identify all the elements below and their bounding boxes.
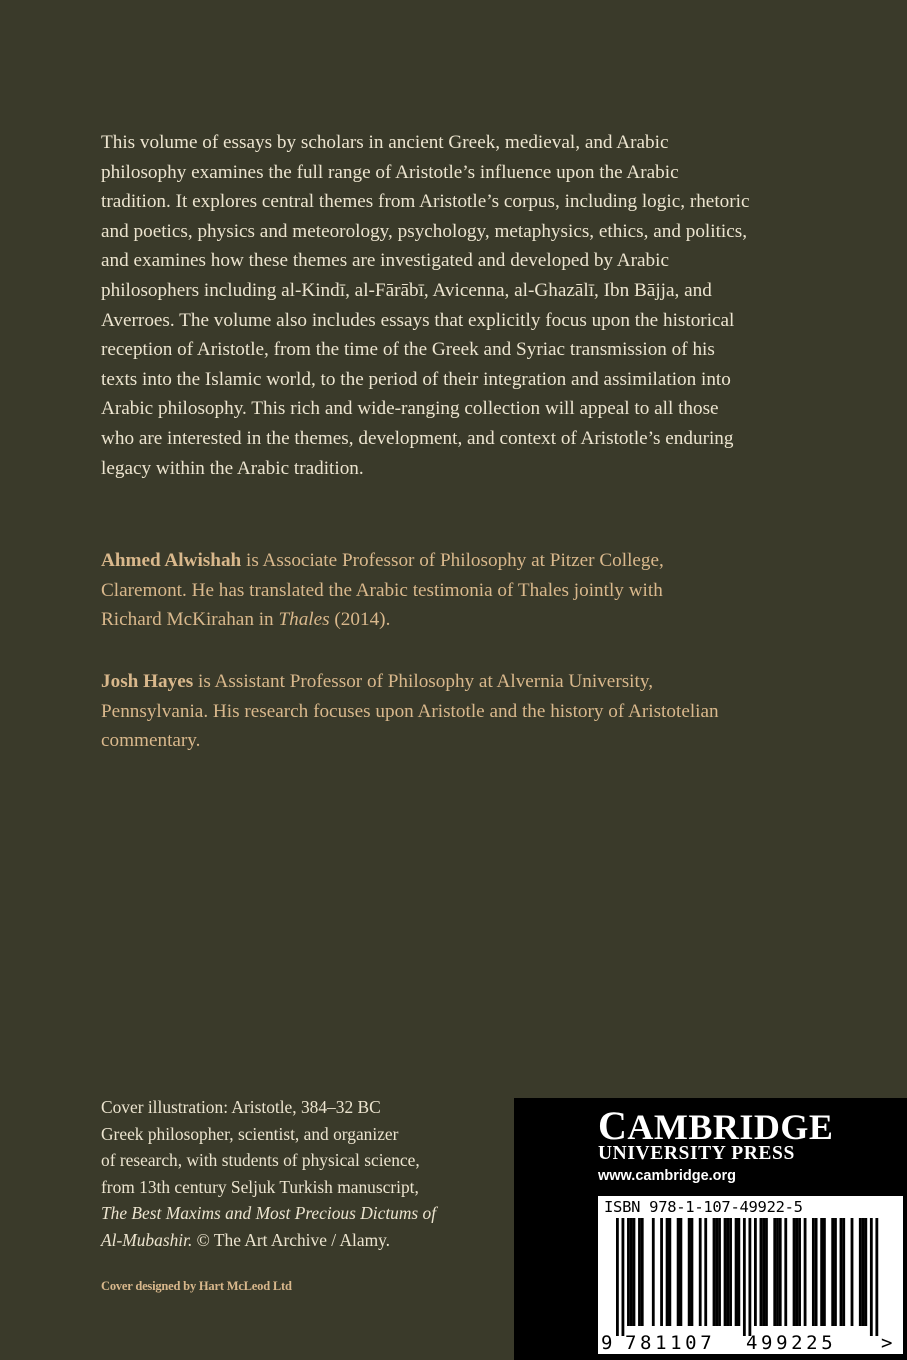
- author-bio-text: is Assistant Professor of Philosophy at Alvernia University, Pennsylvania. His research focuses upon Aristotle and the history of Aristotelian commentary.: [101, 671, 719, 752]
- barcode-bar: [729, 1218, 732, 1326]
- author-bio-hayes: [101, 667, 721, 756]
- publisher-subtitle: UNIVERSITY PRESS: [598, 1143, 795, 1164]
- barcode-bar: [638, 1218, 641, 1326]
- barcode-end-mark: >: [881, 1332, 893, 1354]
- barcode-bar: [815, 1218, 818, 1326]
- barcode-bar: [668, 1218, 671, 1326]
- barcode-bar: [652, 1218, 655, 1326]
- barcode-bar: [754, 1218, 757, 1326]
- author-name: Ahmed Alwishah: [101, 550, 242, 571]
- barcode-bar: [699, 1218, 702, 1326]
- barcode-bar: [864, 1218, 867, 1326]
- isbn-label: ISBN 978-1-107-49922-5: [604, 1198, 803, 1216]
- barcode-bar: [804, 1218, 807, 1326]
- barcode-bar: [630, 1218, 633, 1326]
- barcode-bar: [715, 1218, 718, 1326]
- barcode-left-group: 781107: [625, 1332, 716, 1354]
- barcode-bar: [795, 1218, 798, 1326]
- barcode-bar: [842, 1218, 845, 1326]
- barcode-bar: [840, 1218, 843, 1326]
- copyright-notice: © The Art Archive / Alamy.: [192, 1229, 391, 1250]
- manuscript-title: The Best Maxims and Most Precious Dictums of: [101, 1203, 437, 1224]
- barcode-bar: [784, 1218, 787, 1326]
- barcode-bars: [598, 1218, 903, 1336]
- barcode-bar: [748, 1218, 751, 1336]
- credit-line: Cover illustration: Aristotle, 384–32 BC: [101, 1097, 381, 1117]
- barcode-bar: [660, 1218, 663, 1326]
- barcode-bar: [870, 1218, 873, 1336]
- barcode-bar: [616, 1218, 619, 1336]
- barcode-bar: [677, 1218, 680, 1326]
- manuscript-title-end: Al-Mubashir.: [101, 1229, 193, 1250]
- barcode-bar: [823, 1218, 826, 1326]
- barcode-bar: [762, 1218, 765, 1326]
- barcode-bar: [737, 1218, 740, 1326]
- barcode-bar: [760, 1218, 763, 1326]
- barcode-bar: [627, 1218, 630, 1326]
- barcode-bar: [820, 1218, 823, 1326]
- barcode-bar: [765, 1218, 768, 1326]
- work-title: Thales: [278, 609, 330, 631]
- barcode-bar: [633, 1218, 636, 1326]
- publisher-url: www.cambridge.org: [598, 1168, 737, 1184]
- credit-line: Greek philosopher, scientist, and organizer: [101, 1123, 399, 1144]
- publisher-logo-wordmark: CAMBRIDGE: [598, 1103, 834, 1148]
- barcode-bar: [622, 1218, 625, 1336]
- barcode-bar: [688, 1218, 691, 1326]
- barcode-bar: [862, 1218, 865, 1326]
- cover-illustration-credit: [101, 1094, 481, 1254]
- barcode-bar: [666, 1218, 669, 1326]
- barcode-bar: [875, 1218, 878, 1336]
- barcode-bar: [851, 1218, 854, 1326]
- author-bio-text: is Associate Professor of Philosophy at Pitzer College, Claremont. He has translated the Arabic testimonia of Thales jointly with Richard McKirahan in: [101, 550, 664, 631]
- barcode-lead-digit: 9: [601, 1332, 613, 1354]
- barcode-bar: [735, 1218, 738, 1326]
- author-bio-alwishah: [101, 546, 721, 635]
- barcode-bar: [793, 1218, 796, 1326]
- barcode-bar: [743, 1218, 746, 1336]
- barcode-bar: [726, 1218, 729, 1326]
- barcode-bar: [776, 1218, 779, 1326]
- barcode-bar: [859, 1218, 862, 1326]
- author-name: Josh Hayes: [101, 671, 194, 692]
- barcode-bar: [773, 1218, 776, 1326]
- credit-line: of research, with students of physical science,: [101, 1150, 420, 1171]
- barcode-bar: [713, 1218, 716, 1326]
- barcode-bar: [779, 1218, 782, 1326]
- barcode-bar: [812, 1218, 815, 1326]
- barcode-bar: [831, 1218, 834, 1326]
- barcode-bar: [704, 1218, 707, 1326]
- barcode-bar: [718, 1218, 721, 1326]
- barcode-bar: [798, 1218, 801, 1326]
- barcode-bar: [641, 1218, 644, 1326]
- barcode-right-group: 499225: [746, 1332, 837, 1354]
- barcode-bar: [691, 1218, 694, 1326]
- publisher-panel: [514, 1098, 907, 1360]
- cover-designer-credit: Cover designed by Hart McLeod Ltd: [101, 1279, 292, 1293]
- author-bio-text-end: (2014).: [329, 609, 391, 631]
- barcode-bar: [724, 1218, 727, 1326]
- barcode-bar: [679, 1218, 682, 1326]
- book-description: This volume of essays by scholars in ancient Greek, medieval, and Arabic philosophy examines the full range of Aristotle’s influence upon the Arabic tradition. It explores central themes from Aristotle’s corpus, including logic, rhetoric and poetics, physics and meteorology, psychology, metaphysics, ethics, and politics, and examines how these themes are investigated and developed by Arabic philosophers including al-Kindī, al-Fārābī, Avicenna, al-Ghazālī, Ibn Bājja, and Averroes. The volume also includes essays that explicitly focus upon the historical reception of Aristotle, from the time of the Greek and Syriac transmission of his texts into the Islamic world, to the period of their integration and assimilation into Arabic philosophy. This rich and wide-ranging collection will appeal to all those who are interested in the themes, development, and context of Aristotle’s enduring legacy within the Arabic tradition.: [101, 132, 750, 479]
- isbn-barcode: [598, 1196, 903, 1354]
- barcode-bar: [834, 1218, 837, 1326]
- credit-line: from 13th century Seljuk Turkish manuscript,: [101, 1176, 419, 1197]
